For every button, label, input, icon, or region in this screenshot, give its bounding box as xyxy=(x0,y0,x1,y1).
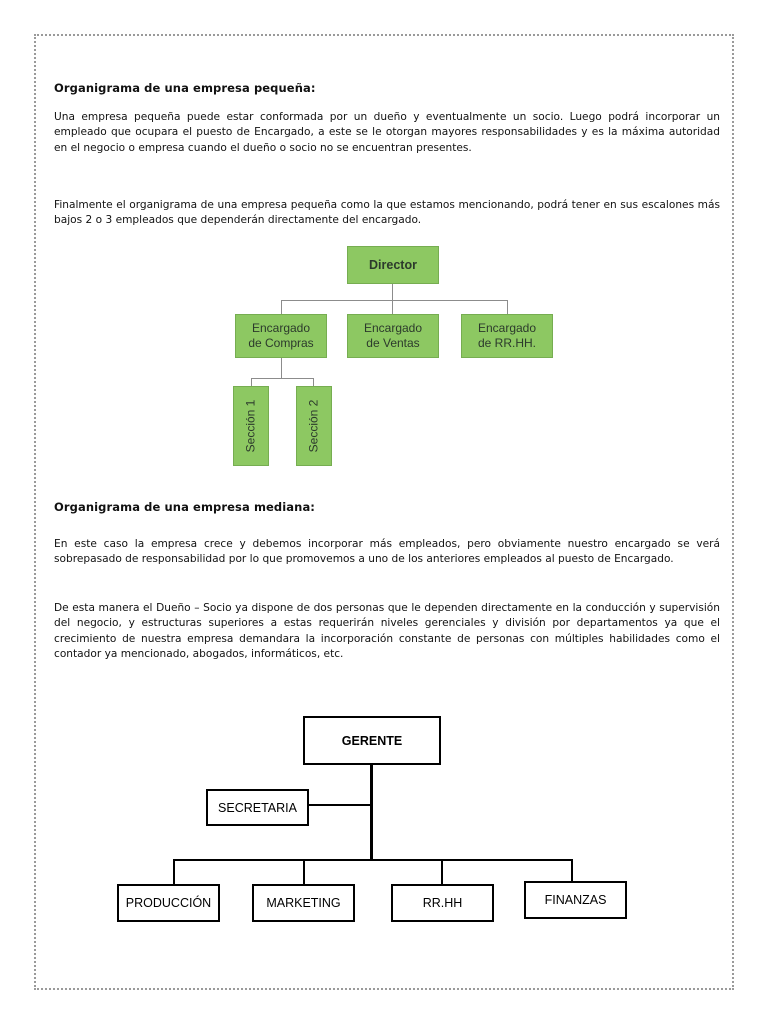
org-box-gerente: GERENTE xyxy=(303,716,441,765)
connector xyxy=(441,859,443,884)
org-box-seccion-2 xyxy=(296,386,332,466)
org-box-rrhh-dept: RR.HH xyxy=(391,884,494,922)
connector xyxy=(281,300,507,301)
paragraph-medium-2: De esta manera el Dueño – Socio ya dispone de dos personas que le dependen directamente en la conducción y supervisión del negocio, y estructuras superiores a estas requerirán niveles gerenciales y división por departamentos ya que el crecimiento de nuestra empresa demandara la incorporación constante de personas con múltiples habilidades como el contador ya mencionado, abogados, informáticos, etc. xyxy=(54,602,720,660)
connector xyxy=(173,859,573,861)
section-title-small-company: Organigrama de una empresa pequeña: xyxy=(54,81,316,95)
connector xyxy=(507,300,508,314)
org-box-finanzas: FINANZAS xyxy=(524,881,627,919)
connector xyxy=(173,859,175,884)
org-box-seccion-2-label: Sección 2 xyxy=(306,399,321,453)
org-box-produccion: PRODUCCIÓN xyxy=(117,884,220,922)
org-box-seccion-1-label: Sección 1 xyxy=(243,399,258,453)
connector xyxy=(313,378,314,386)
section-title-medium-company: Organigrama de una empresa mediana: xyxy=(54,500,316,514)
org-box-ventas: Encargado de Ventas xyxy=(347,314,439,358)
connector xyxy=(281,358,282,378)
paragraph-small-1: Una empresa pequeña puede estar conformada por un dueño y eventualmente un socio. Luego podrá incorporar un empleado que ocupara el puesto de Encargado, a este se le otorgan mayores responsabilidades y es la máxima autoridad en el negocio o empresa cuando el dueño o socio no se encuentran presentes. xyxy=(54,111,720,154)
connector xyxy=(303,859,305,884)
org-box-compras: Encargado de Compras xyxy=(235,314,327,358)
connector xyxy=(370,765,373,860)
paragraph-small-2: Finalmente el organigrama de una empresa pequeña como la que estamos mencionando, podrá tener en sus escalones más bajos 2 o 3 empleados que dependerán directamente del encargado. xyxy=(54,199,720,227)
paragraph-medium-1: En este caso la empresa crece y debemos incorporar más empleados, pero obviamente nuestro encargado se verá sobrepasado de responsabilidad por lo que promovemos a uno de los anteriores empleados al puesto de Encargado. xyxy=(54,538,720,566)
connector xyxy=(251,378,313,379)
connector xyxy=(392,284,393,300)
org-box-rrhh: Encargado de RR.HH. xyxy=(461,314,553,358)
org-box-director: Director xyxy=(347,246,439,284)
org-box-seccion-1 xyxy=(233,386,269,466)
connector xyxy=(281,300,282,314)
connector xyxy=(308,804,370,806)
org-box-secretaria: SECRETARIA xyxy=(206,789,309,826)
connector xyxy=(392,300,393,314)
org-box-marketing: MARKETING xyxy=(252,884,355,922)
connector xyxy=(251,378,252,386)
